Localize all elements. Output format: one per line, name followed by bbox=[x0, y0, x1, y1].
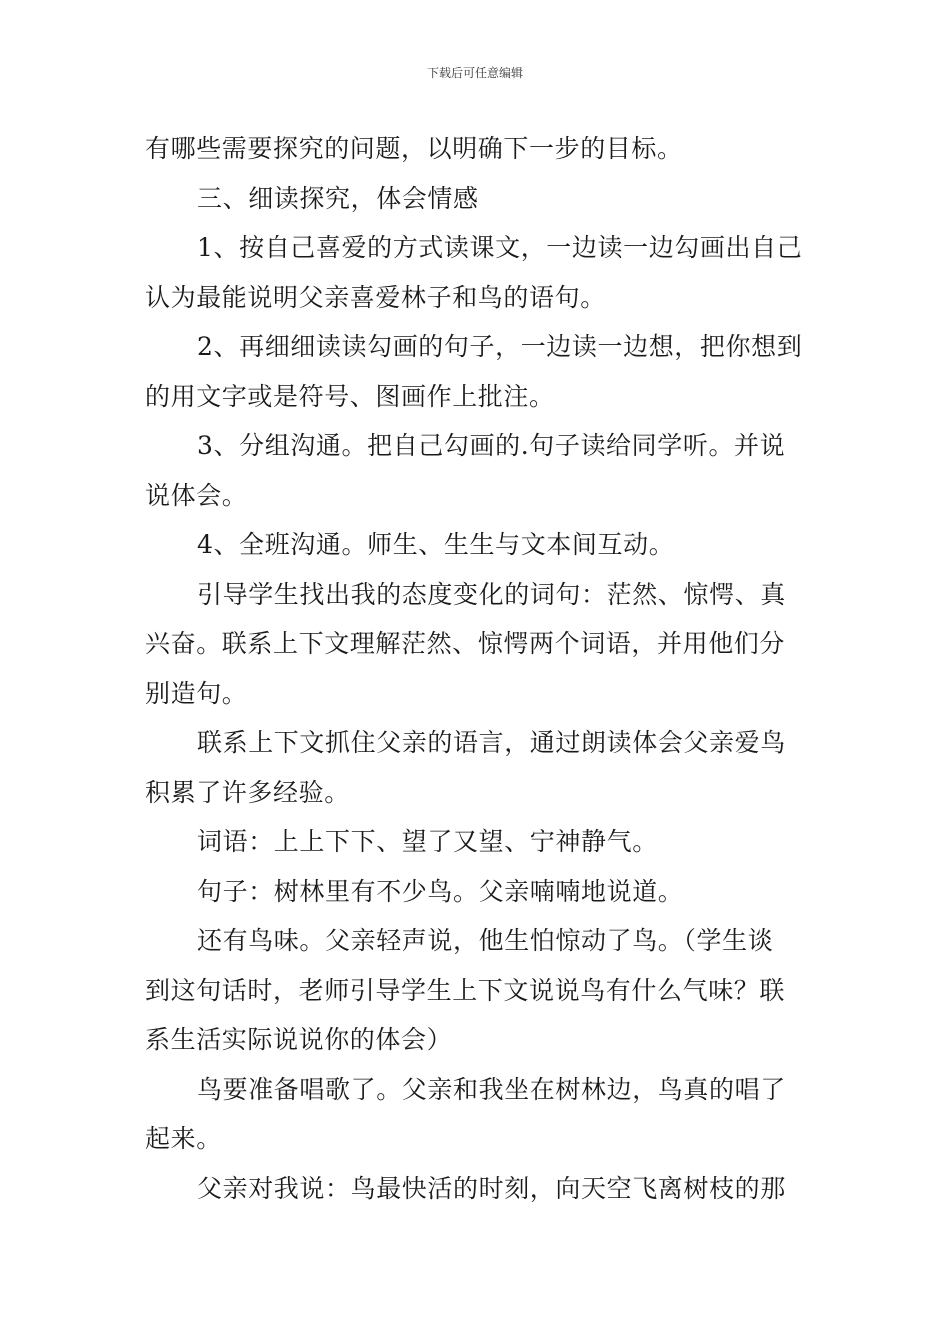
text-line: 兴奋。联系上下文理解茫然、惊愕两个词语，并用他们分 bbox=[145, 629, 786, 658]
text-line: 引导学生找出我的态度变化的词句：茫然、惊愕、真 bbox=[197, 579, 786, 609]
page-header: 下载后可任意编辑 bbox=[426, 66, 523, 80]
text-line: 系生活实际说说你的体会） bbox=[145, 1025, 453, 1054]
text-line: 三、细读探究，体会情感 bbox=[197, 183, 479, 213]
text-line: 父亲对我说：鸟最快活的时刻，向天空飞离树枝的那 bbox=[197, 1173, 786, 1203]
text-line: 句子：树林里有不少鸟。父亲喃喃地说道。 bbox=[197, 876, 684, 906]
text-line: 别造句。 bbox=[145, 678, 248, 708]
text-line: 认为最能说明父亲喜爱林子和鸟的语句。 bbox=[145, 282, 606, 312]
text-line: 联系上下文抓住父亲的语言，通过朗读体会父亲爱鸟 bbox=[197, 728, 786, 757]
document-body bbox=[145, 124, 810, 1213]
text-line: 鸟要准备唱歌了。父亲和我坐在树林边，鸟真的唱了 bbox=[197, 1074, 786, 1104]
text-line: 有哪些需要探究的问题，以明确下一步的目标。 bbox=[145, 134, 683, 163]
text-line: 起来。 bbox=[145, 1124, 222, 1153]
text-line: 词语：上上下下、望了又望、宁神静气。 bbox=[197, 827, 658, 856]
text-line: 的用文字或是符号、图画作上批注。 bbox=[145, 381, 555, 411]
text-line: 积累了许多经验。 bbox=[145, 777, 350, 807]
text-line: 2、再细细读读勾画的句子，一边读一边想，把你想到 bbox=[197, 332, 803, 361]
text-line: 还有鸟味。父亲轻声说，他生怕惊动了鸟。（学生谈 bbox=[197, 926, 774, 955]
text-line: 1、按自己喜爱的方式读课文，一边读一边勾画出自己 bbox=[197, 233, 803, 262]
text-line: 到这句话时，老师引导学生上下文说说鸟有什么气味？联 bbox=[145, 975, 786, 1005]
text-line: 3、分组沟通。把自己勾画的.句子读给同学听。并说 bbox=[197, 431, 786, 460]
text-line: 4、全班沟通。师生、生生与文本间互动。 bbox=[197, 530, 675, 559]
text-line: 说体会。 bbox=[145, 480, 248, 510]
